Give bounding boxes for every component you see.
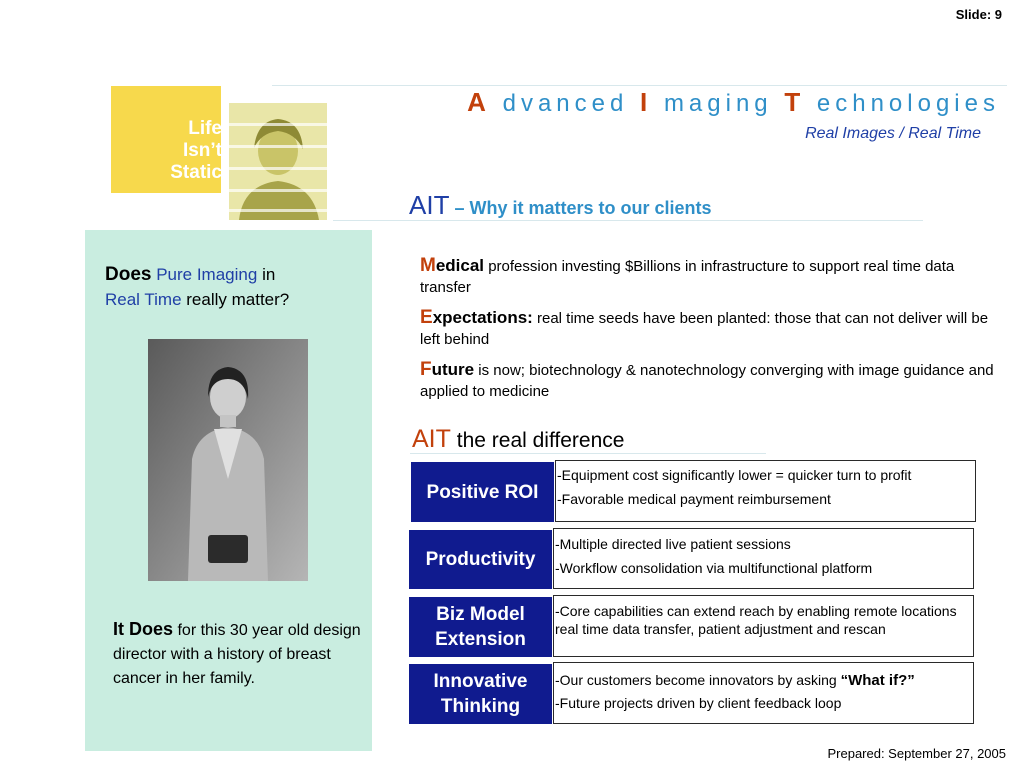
expectations-head: xpectations: [432, 308, 533, 327]
subtitle-text: – Why it matters to our clients [449, 198, 712, 218]
productivity-line-2: -Workflow consolidation via multifunctional platform [555, 560, 873, 576]
roi-line-2: -Favorable medical payment reimbursement [557, 491, 831, 507]
title-word-advanced: dvanced [502, 90, 629, 117]
what-if-emphasis: “What if?” [840, 672, 915, 689]
slide-subtitle [409, 190, 712, 221]
title-divider [272, 85, 1007, 86]
roi-label: Positive ROI [411, 462, 554, 522]
innovative-line-1-text: -Our customers become innovators by asking [555, 672, 841, 688]
prepared-date: Prepared: September 27, 2005 [827, 746, 1006, 761]
logo-line-life: Life [188, 118, 222, 139]
title-cap-a: A [467, 87, 491, 117]
logo-line-isnt: Isn’t [182, 140, 222, 161]
innovative-label: Innovative Thinking [409, 664, 552, 724]
productivity-label [409, 530, 552, 589]
future-point [420, 359, 995, 402]
brand-tagline: Real Images / Real Time [805, 125, 981, 142]
answer-text: for this 30 year old design director with a history of breast cancer in her family. [113, 622, 361, 687]
productivity-line-1: -Multiple directed live patient sessions [555, 536, 791, 552]
medical-head: edical [435, 256, 485, 275]
logo-line-static: Static [170, 162, 222, 183]
productivity-label-text: Productivity [425, 549, 536, 570]
expectations-initial: E [420, 307, 433, 328]
future-head: uture [431, 360, 475, 379]
biz-model-line-1: -Core capabilities can extend reach by enabling remote locations real time data transfer, patient adjustment and rescan [555, 603, 957, 637]
roi-line-1: -Equipment cost significantly lower = quicker turn to profit [557, 467, 912, 483]
innovative-line-1 [555, 671, 967, 690]
question-pure-imaging: Pure Imaging [156, 265, 258, 284]
logo-portrait-image [229, 103, 327, 220]
difference-heading [412, 425, 624, 454]
brand-title [467, 87, 1000, 118]
difference-text: the real difference [450, 429, 625, 452]
logo-text [150, 118, 222, 184]
subtitle-ait: AIT [409, 190, 450, 220]
answer-it-does: It Does [113, 619, 174, 639]
title-word-imaging: maging [663, 90, 773, 117]
question-does: Does [105, 264, 152, 285]
question-real-time: Real Time [105, 290, 182, 309]
title-word-technologies: echnologies [816, 90, 1000, 117]
future-initial: F [420, 359, 432, 380]
title-cap-i: I [640, 87, 653, 117]
innovative-line-2: -Future projects driven by client feedback loop [555, 695, 842, 711]
title-cap-t: T [784, 87, 806, 117]
expectations-text: real time seeds have been planted: those that can not deliver will be left behind [420, 310, 989, 348]
panel-question [105, 262, 365, 312]
future-text: is now; biotechnology & nanotechnology converging with image guidance and applied to medicine [420, 362, 994, 400]
slide-number: Slide: 9 [955, 7, 1002, 22]
expectations-point [420, 307, 995, 350]
biz-model-label: Biz Model Extension [409, 597, 552, 657]
panel-answer [113, 617, 363, 691]
question-tail: really matter? [186, 290, 290, 309]
difference-ait: AIT [412, 425, 451, 453]
medical-point [420, 255, 995, 298]
medical-initial: M [420, 255, 436, 276]
question-in: in [262, 265, 276, 284]
medical-text: profession investing $Billions in infrastructure to support real time data transfer [420, 258, 955, 296]
woman-photo [148, 339, 308, 581]
